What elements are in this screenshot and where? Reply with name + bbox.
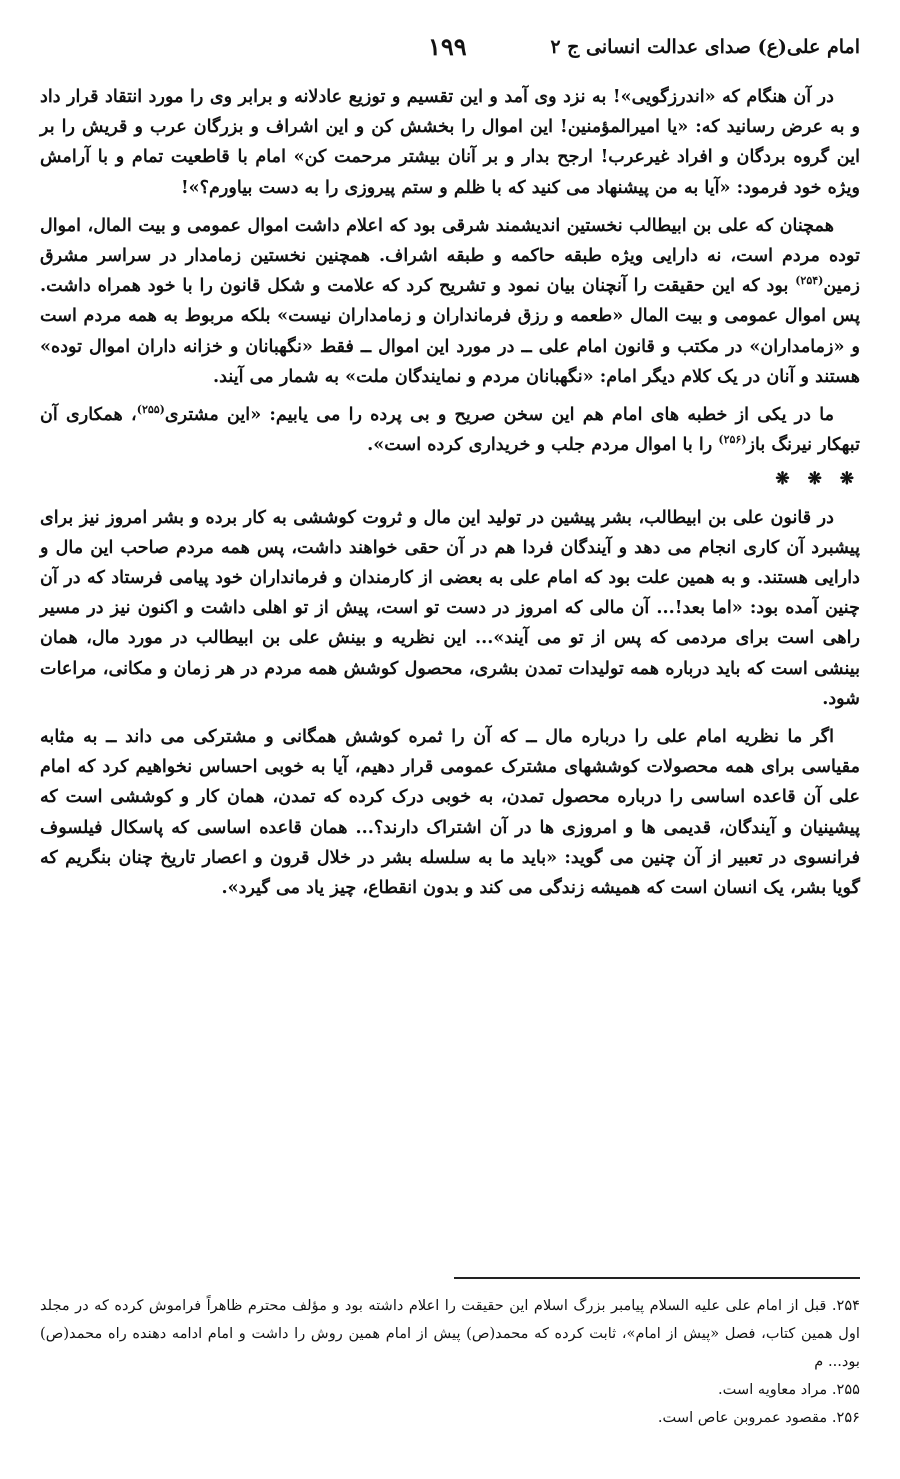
paragraph-text: را با اموال مردم جلب و خریداری کرده است». bbox=[367, 434, 719, 456]
section-separator: ❋ ❋ ❋ bbox=[775, 469, 860, 490]
footnote-ref-255: (۲۵۵) bbox=[136, 403, 165, 417]
paragraph: در قانون علی بن ابیطالب، بشر پیشین در تولید این مال و ثروت کوششی به کار برده و بشر امروز نیز برای پیشبرد آن کاری انجام می دهد و آیندگان فردا هم در آن حقی خواهند داشت، پس همه مردم صاحب این مال و دارایی هستند. و به همین علت بود که امام علی به بعضی از کارمندان و فرمانداران خود پیامی فرستاد که در آن چنین آمده بود: «اما بعد!... آن مالی که امروز در دست تو است، پیش از تو اهلی داشت و اکنون نیز در مسیر راهی است برای مردمی که پس از تو می آیند»... این نظریه و بینش علی بن ابیطالب در مورد مال، همان بینشی است که باید درباره همه تولیدات تمدن بشری، محصول کوشش همه مردم در هر زمان و مکانی، مراعات شود. bbox=[40, 506, 860, 709]
page-header bbox=[40, 28, 860, 68]
running-title: امام علی(ع) صدای عدالت انسانی ج ۲ bbox=[550, 36, 860, 58]
paragraph: در آن هنگام که «اندرزگویی»! به نزد وی آمد و این تقسیم و توزیع عادلانه و برابر وی را مورد انتقاد قرار داد و به عرض رسانید که: «یا امیرالمؤمنین! این اموال را بخشش کن و این اشراف و بزرگان عرب و قریش را بر این گروه بردگان و افراد غیرعرب! ارجح بدار و بر آنان بیشتر مرحمت کن» امام با قاطعیت تمام و با آرامش ویژه خود فرمود: «آیا به من پیشنهاد می کنید که با ظلم و ستم پیروزی را به دست بیاورم؟»! bbox=[40, 86, 860, 198]
paragraph-text: ، همکاری آن تبهکار نیرنگ باز bbox=[40, 404, 860, 456]
footnote-256: ۲۵۶. مقصود عمروبن عاص است. bbox=[657, 1409, 860, 1426]
paragraph bbox=[40, 211, 860, 392]
footnote-ref-256: (۲۵۶) bbox=[718, 433, 747, 447]
paragraph: اگر ما نظریه امام علی را درباره مال ــ که آن را ثمره کوشش همگانی و مشترکی می داند ــ به مثابه مقیاسی برای همه محصولات کوششهای مشترک عمومی قرار دهیم، آیا به خوبی احساس نخواهیم کرد که امام علی آن قاعده اساسی را درباره محصول تمدن، به خوبی درک کرده که تمدن، همان کار و کوششی است که پیشینیان و آیندگان، قدیمی ها و امروزی ها در آن اشتراک دارند؟... همان قاعده اساسی که پاسکال فیلسوف فرانسوی در تعبیر از آن چنین می گوید: «باید ما به سلسله بشر در خلال قرون و اعصار تاریخ چنان بنگریم که گویا بشر، یک انسان است که همیشه زندگی می کند و بدون انقطاع، چیز یاد می گیرد». bbox=[40, 726, 860, 899]
footnote-254: ۲۵۴. قبل از امام علی علیه السلام پیامبر بزرگ اسلام این حقیقت را اعلام داشته بود و مؤلف محترم ظاهراً فراموش کرده که در مجلد اول همین کتاب، فصل «پیش از امام»، ثابت کرده که محمد(ص) پیش از امام همین روش را داشت و امام ادامه دهنده راه محمد(ص) بود... م bbox=[40, 1297, 860, 1370]
paragraph-text: همچنان که علی بن ابیطالب نخستین اندیشمند شرقی بود که اعلام داشت اموال عمومی و بیت المال، اموال توده مردم است، نه دارایی ویژه طبقه حاکمه و طبقه اشراف. همچنین نخستین زمامدار در سراسر مشرق زمین bbox=[40, 214, 860, 297]
paragraph bbox=[40, 400, 860, 460]
page-number: ۱۹۹ bbox=[428, 32, 467, 61]
footnote-255: ۲۵۵. مراد معاویه است. bbox=[718, 1381, 860, 1398]
body-text bbox=[40, 82, 860, 903]
paragraph-text: ما در یکی از خطبه های امام هم این سخن صریح و بی پرده را می یابیم: «این مشتری bbox=[164, 404, 835, 426]
footnote-divider bbox=[454, 1277, 860, 1279]
footnote-ref-254: (۲۵۴) bbox=[795, 274, 824, 288]
paragraph-text: بود که این حقیقت را آنچنان بیان نمود و تشریح کرد که علامت و شکل قانون را با خود همراه داشت. پس اموال عمومی و بیت المال «طعمه و رزق فرمانداران و زمامداران نیست» بلکه مربوط به همه مردم است و «زمامداران» در مکتب و قانون امام علی ــ در مورد این اموال ــ فقط «نگهبانان و خزانه داران اموال توده» هستند و آنان در یک کلام دیگر امام: «نگهبانان مردم و نمایندگان ملت» به شمار می آیند. bbox=[40, 275, 860, 387]
footnotes bbox=[40, 1292, 860, 1432]
